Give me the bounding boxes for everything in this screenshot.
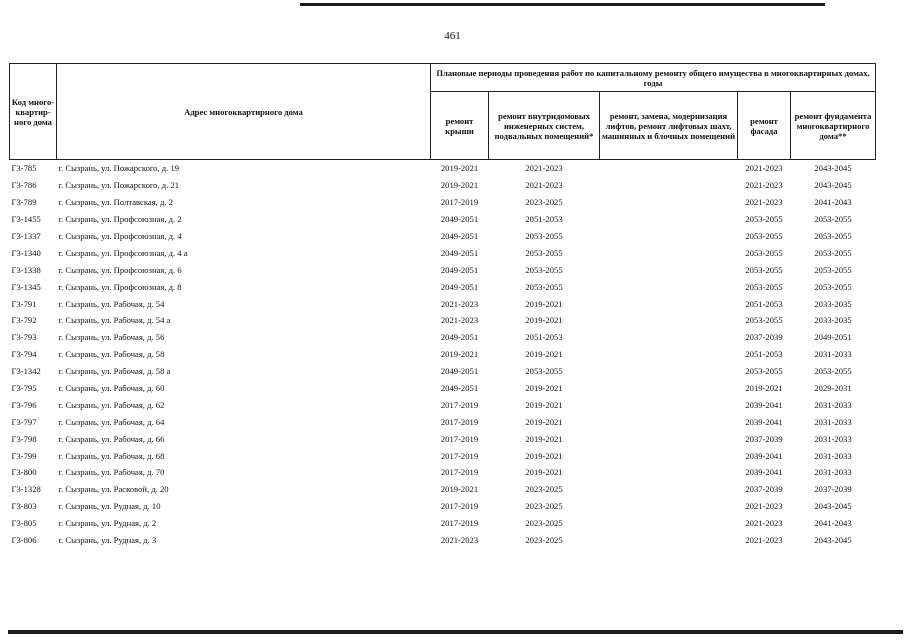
cell-address: г. Сызрань, ул. Пожарского, д. 21: [58, 180, 180, 191]
cell-code: Г3-799: [11, 450, 37, 461]
cell-lifts: [600, 329, 738, 346]
cell-code: Г3-806: [11, 535, 37, 546]
cell-lifts: [600, 447, 738, 464]
cell-foundation: 2053-2055: [814, 247, 852, 258]
cell-foundation: 2053-2055: [814, 264, 852, 275]
table-row: [10, 346, 876, 363]
cell-foundation: 2029-2031: [814, 383, 852, 394]
table-row: [10, 160, 876, 177]
cell-address: г. Сызрань, ул. Рабочая, д. 54: [58, 298, 165, 309]
table-body: [10, 160, 876, 549]
cell-roof: 2019-2021: [440, 180, 479, 191]
cell-foundation: 2053-2055: [814, 231, 852, 241]
table-row: [10, 481, 876, 498]
header-planned-periods: Плановые периоды проведения работ по капитальному ремонту общего имущества в многоквартирных домах, годы: [431, 64, 876, 92]
cell-facade: 2019-2021: [745, 383, 783, 394]
cell-code: Г3-789: [11, 197, 37, 208]
cell-roof: 2017-2019: [440, 501, 479, 512]
cell-foundation: 2043-2045: [814, 535, 852, 546]
cell-roof: 2049-2051: [440, 247, 479, 258]
cell-facade: 2051-2053: [745, 298, 783, 309]
cell-roof: 2019-2021: [440, 349, 479, 360]
cell-code: Г3-1342: [11, 366, 41, 377]
cell-address: г. Сызрань, ул. Рабочая, д. 62: [58, 399, 165, 410]
cell-address: г. Сызрань, ул. Рабочая, д. 58 а: [58, 366, 171, 377]
cell-code: Г3-1345: [11, 281, 41, 292]
page-number: 461: [444, 30, 461, 42]
header-address: Адрес многоквартирного дома: [57, 64, 431, 160]
table-row: [10, 363, 876, 380]
cell-lifts: [600, 194, 738, 211]
cell-address: г. Сызрань, ул. Расковой, д. 20: [58, 484, 169, 495]
cell-lifts: [600, 295, 738, 312]
cell-address: г. Сызрань, ул. Профсоюзная, д. 6: [58, 264, 182, 275]
cell-code: Г3-1338: [11, 264, 41, 275]
cell-facade: 2039-2041: [745, 416, 783, 427]
cell-address: г. Сызрань, ул. Рудная, д. 3: [58, 535, 157, 546]
cell-facade: 2037-2039: [745, 332, 783, 343]
cell-lifts: [600, 261, 738, 278]
cell-facade: 2021-2023: [745, 535, 783, 546]
cell-address: г. Сызрань, ул. Пожарского, д. 19: [58, 163, 180, 174]
cell-roof: 2049-2051: [440, 214, 479, 225]
cell-code: Г3-791: [11, 298, 37, 309]
table-row: [10, 532, 876, 549]
table-row: [10, 430, 876, 447]
table-row: [10, 295, 876, 312]
cell-roof: 2049-2051: [440, 332, 479, 343]
cell-foundation: 2031-2033: [814, 416, 852, 427]
cell-foundation: 2031-2033: [814, 349, 852, 360]
cell-systems: 2021-2023: [525, 180, 563, 191]
cell-systems: 2019-2021: [525, 315, 563, 326]
cell-foundation: 2043-2045: [814, 163, 852, 174]
table-row: [10, 261, 876, 278]
cell-systems: 2023-2025: [525, 518, 563, 529]
cell-systems: 2019-2021: [525, 433, 563, 444]
cell-address: г. Сызрань, ул. Полтавская, д. 2: [58, 197, 173, 208]
cell-foundation: 2033-2035: [814, 298, 852, 309]
cell-address: г. Сызрань, ул. Профсоюзная, д. 8: [58, 281, 182, 292]
cell-systems: 2023-2025: [525, 501, 563, 512]
cell-facade: 2053-2055: [745, 281, 783, 292]
header-lifts: ремонт, замена, модернизация лифтов, ремонт лифтовых шахт, машинных и блочных помещений: [600, 92, 738, 160]
table-row: [10, 380, 876, 397]
cell-facade: 2039-2041: [745, 450, 783, 461]
cell-facade: 2053-2055: [745, 315, 783, 326]
cell-systems: 2051-2053: [525, 332, 563, 343]
cell-roof: 2049-2051: [440, 383, 479, 394]
table-row: [10, 278, 876, 295]
cell-roof: 2017-2019: [440, 433, 479, 444]
cell-foundation: 2043-2045: [814, 180, 852, 191]
table-row: [10, 515, 876, 532]
cell-lifts: [600, 228, 738, 245]
cell-lifts: [600, 363, 738, 380]
table-row: [10, 244, 876, 261]
cell-code: Г3-803: [11, 501, 37, 512]
cell-lifts: [600, 211, 738, 228]
cell-systems: 2019-2021: [525, 349, 563, 360]
cell-systems: 2051-2053: [525, 214, 563, 225]
cell-lifts: [600, 515, 738, 532]
cell-roof: 2049-2051: [440, 231, 479, 241]
cell-address: г. Сызрань, ул. Рабочая, д. 54 а: [58, 315, 171, 326]
cell-facade: 2037-2039: [745, 433, 783, 444]
cell-systems: 2053-2055: [525, 264, 563, 275]
cell-systems: 2053-2055: [525, 247, 563, 258]
cell-roof: 2017-2019: [440, 450, 479, 461]
table-row: [10, 413, 876, 430]
cell-roof: 2021-2023: [440, 315, 479, 326]
capital-repair-schedule-table: [9, 63, 876, 548]
cell-code: Г3-797: [11, 416, 37, 427]
scan-border-bottom: [8, 630, 903, 634]
cell-foundation: 2031-2033: [814, 467, 852, 478]
cell-facade: 2021-2023: [745, 501, 783, 512]
cell-address: г. Сызрань, ул. Рабочая, д. 64: [58, 416, 165, 427]
table-row: [10, 211, 876, 228]
cell-systems: 2053-2055: [525, 281, 563, 292]
cell-roof: 2019-2021: [440, 163, 479, 174]
cell-foundation: 2049-2051: [814, 332, 852, 343]
cell-foundation: 2037-2039: [814, 484, 852, 495]
cell-lifts: [600, 430, 738, 447]
cell-systems: 2019-2021: [525, 383, 563, 394]
cell-lifts: [600, 160, 738, 177]
cell-facade: 2053-2055: [745, 366, 783, 377]
cell-facade: 2021-2023: [745, 197, 783, 208]
cell-roof: 2017-2019: [440, 467, 479, 478]
table-row: [10, 312, 876, 329]
cell-systems: 2053-2055: [525, 366, 563, 377]
cell-facade: 2051-2053: [745, 349, 783, 360]
cell-lifts: [600, 312, 738, 329]
cell-code: Г3-795: [11, 383, 37, 394]
table-row: [10, 228, 876, 245]
cell-lifts: [600, 464, 738, 481]
cell-foundation: 2053-2055: [814, 366, 852, 377]
cell-lifts: [600, 498, 738, 515]
cell-facade: 2053-2055: [745, 264, 783, 275]
cell-roof: 2017-2019: [440, 416, 479, 427]
header-roof: ремонт крыши: [431, 92, 489, 160]
cell-foundation: 2031-2033: [814, 433, 852, 444]
cell-facade: 2021-2023: [745, 518, 783, 529]
cell-foundation: 2041-2043: [814, 518, 852, 529]
cell-systems: 2023-2025: [525, 484, 563, 495]
cell-roof: 2049-2051: [440, 264, 479, 275]
cell-systems: 2019-2021: [525, 450, 563, 461]
table-row: [10, 194, 876, 211]
cell-address: г. Сызрань, ул. Рабочая, д. 60: [58, 383, 165, 394]
cell-foundation: 2033-2035: [814, 315, 852, 326]
cell-roof: 2019-2021: [440, 484, 479, 495]
table-row: [10, 396, 876, 413]
cell-code: Г3-1340: [11, 247, 41, 258]
cell-code: Г3-1328: [11, 484, 41, 495]
cell-lifts: [600, 380, 738, 397]
cell-lifts: [600, 244, 738, 261]
cell-lifts: [600, 177, 738, 194]
cell-facade: 2053-2055: [745, 214, 783, 225]
cell-address: г. Сызрань, ул. Рабочая, д. 56: [58, 332, 165, 343]
cell-lifts: [600, 278, 738, 295]
cell-address: г. Сызрань, ул. Рабочая, д. 66: [58, 433, 165, 444]
scan-border-top: [300, 3, 825, 6]
cell-code: Г3-805: [11, 518, 37, 529]
cell-facade: 2053-2055: [745, 231, 783, 241]
cell-lifts: [600, 346, 738, 363]
cell-systems: 2021-2023: [525, 163, 563, 174]
table-row: [10, 464, 876, 481]
cell-code: Г3-796: [11, 399, 37, 410]
cell-foundation: 2031-2033: [814, 399, 852, 410]
cell-systems: 2053-2055: [525, 231, 563, 241]
cell-code: Г3-785: [11, 163, 37, 174]
cell-code: Г3-792: [11, 315, 37, 326]
header-foundation: ремонт фундамента многоквартирного дома**: [791, 92, 876, 160]
cell-systems: 2019-2021: [525, 399, 563, 410]
cell-roof: 2017-2019: [440, 399, 479, 410]
cell-address: г. Сызрань, ул. Рабочая, д. 58: [58, 349, 165, 360]
cell-code: Г3-1337: [11, 231, 41, 241]
cell-lifts: [600, 481, 738, 498]
cell-roof: 2049-2051: [440, 281, 479, 292]
cell-systems: 2023-2025: [525, 535, 563, 546]
cell-code: Г3-786: [11, 180, 37, 191]
cell-address: г. Сызрань, ул. Профсоюзная, д. 2: [58, 214, 182, 225]
cell-roof: 2017-2019: [440, 197, 479, 208]
cell-facade: 2053-2055: [745, 247, 783, 258]
cell-code: Г3-794: [11, 349, 37, 360]
cell-facade: 2039-2041: [745, 399, 783, 410]
cell-facade: 2021-2023: [745, 180, 783, 191]
table-row: [10, 329, 876, 346]
cell-systems: 2019-2021: [525, 467, 563, 478]
cell-code: Г3-800: [11, 467, 37, 478]
cell-systems: 2019-2021: [525, 416, 563, 427]
table-row: [10, 447, 876, 464]
cell-code: Г3-798: [11, 433, 37, 444]
cell-facade: 2037-2039: [745, 484, 783, 495]
cell-roof: 2017-2019: [440, 518, 479, 529]
cell-facade: 2021-2023: [745, 163, 783, 174]
cell-lifts: [600, 532, 738, 549]
cell-foundation: 2053-2055: [814, 214, 852, 225]
cell-roof: 2049-2051: [440, 366, 479, 377]
cell-address: г. Сызрань, ул. Рудная, д. 2: [58, 518, 157, 529]
cell-code: Г3-1455: [11, 214, 41, 225]
header-systems: ремонт внутридомовых инженерных систем, подвальных помещений*: [489, 92, 600, 160]
header-facade: ремонт фасада: [738, 92, 791, 160]
cell-address: г. Сызрань, ул. Профсоюзная, д. 4: [58, 231, 182, 241]
cell-systems: 2019-2021: [525, 298, 563, 309]
cell-address: г. Сызрань, ул. Рабочая, д. 68: [58, 450, 165, 461]
cell-foundation: 2031-2033: [814, 450, 852, 461]
table-row: [10, 177, 876, 194]
cell-foundation: 2053-2055: [814, 281, 852, 292]
cell-lifts: [600, 413, 738, 430]
cell-roof: 2021-2023: [440, 298, 479, 309]
cell-address: г. Сызрань, ул. Рудная, д. 10: [58, 501, 161, 512]
cell-facade: 2039-2041: [745, 467, 783, 478]
cell-foundation: 2043-2045: [814, 501, 852, 512]
cell-lifts: [600, 396, 738, 413]
cell-code: Г3-793: [11, 332, 37, 343]
cell-systems: 2023-2025: [525, 197, 563, 208]
cell-address: г. Сызрань, ул. Профсоюзная, д. 4 а: [58, 247, 188, 258]
cell-roof: 2021-2023: [440, 535, 479, 546]
cell-foundation: 2041-2043: [814, 197, 852, 208]
header-code: Код много-квартир-ного дома: [10, 64, 57, 160]
cell-address: г. Сызрань, ул. Рабочая, д. 70: [58, 467, 165, 478]
table-row: [10, 498, 876, 515]
